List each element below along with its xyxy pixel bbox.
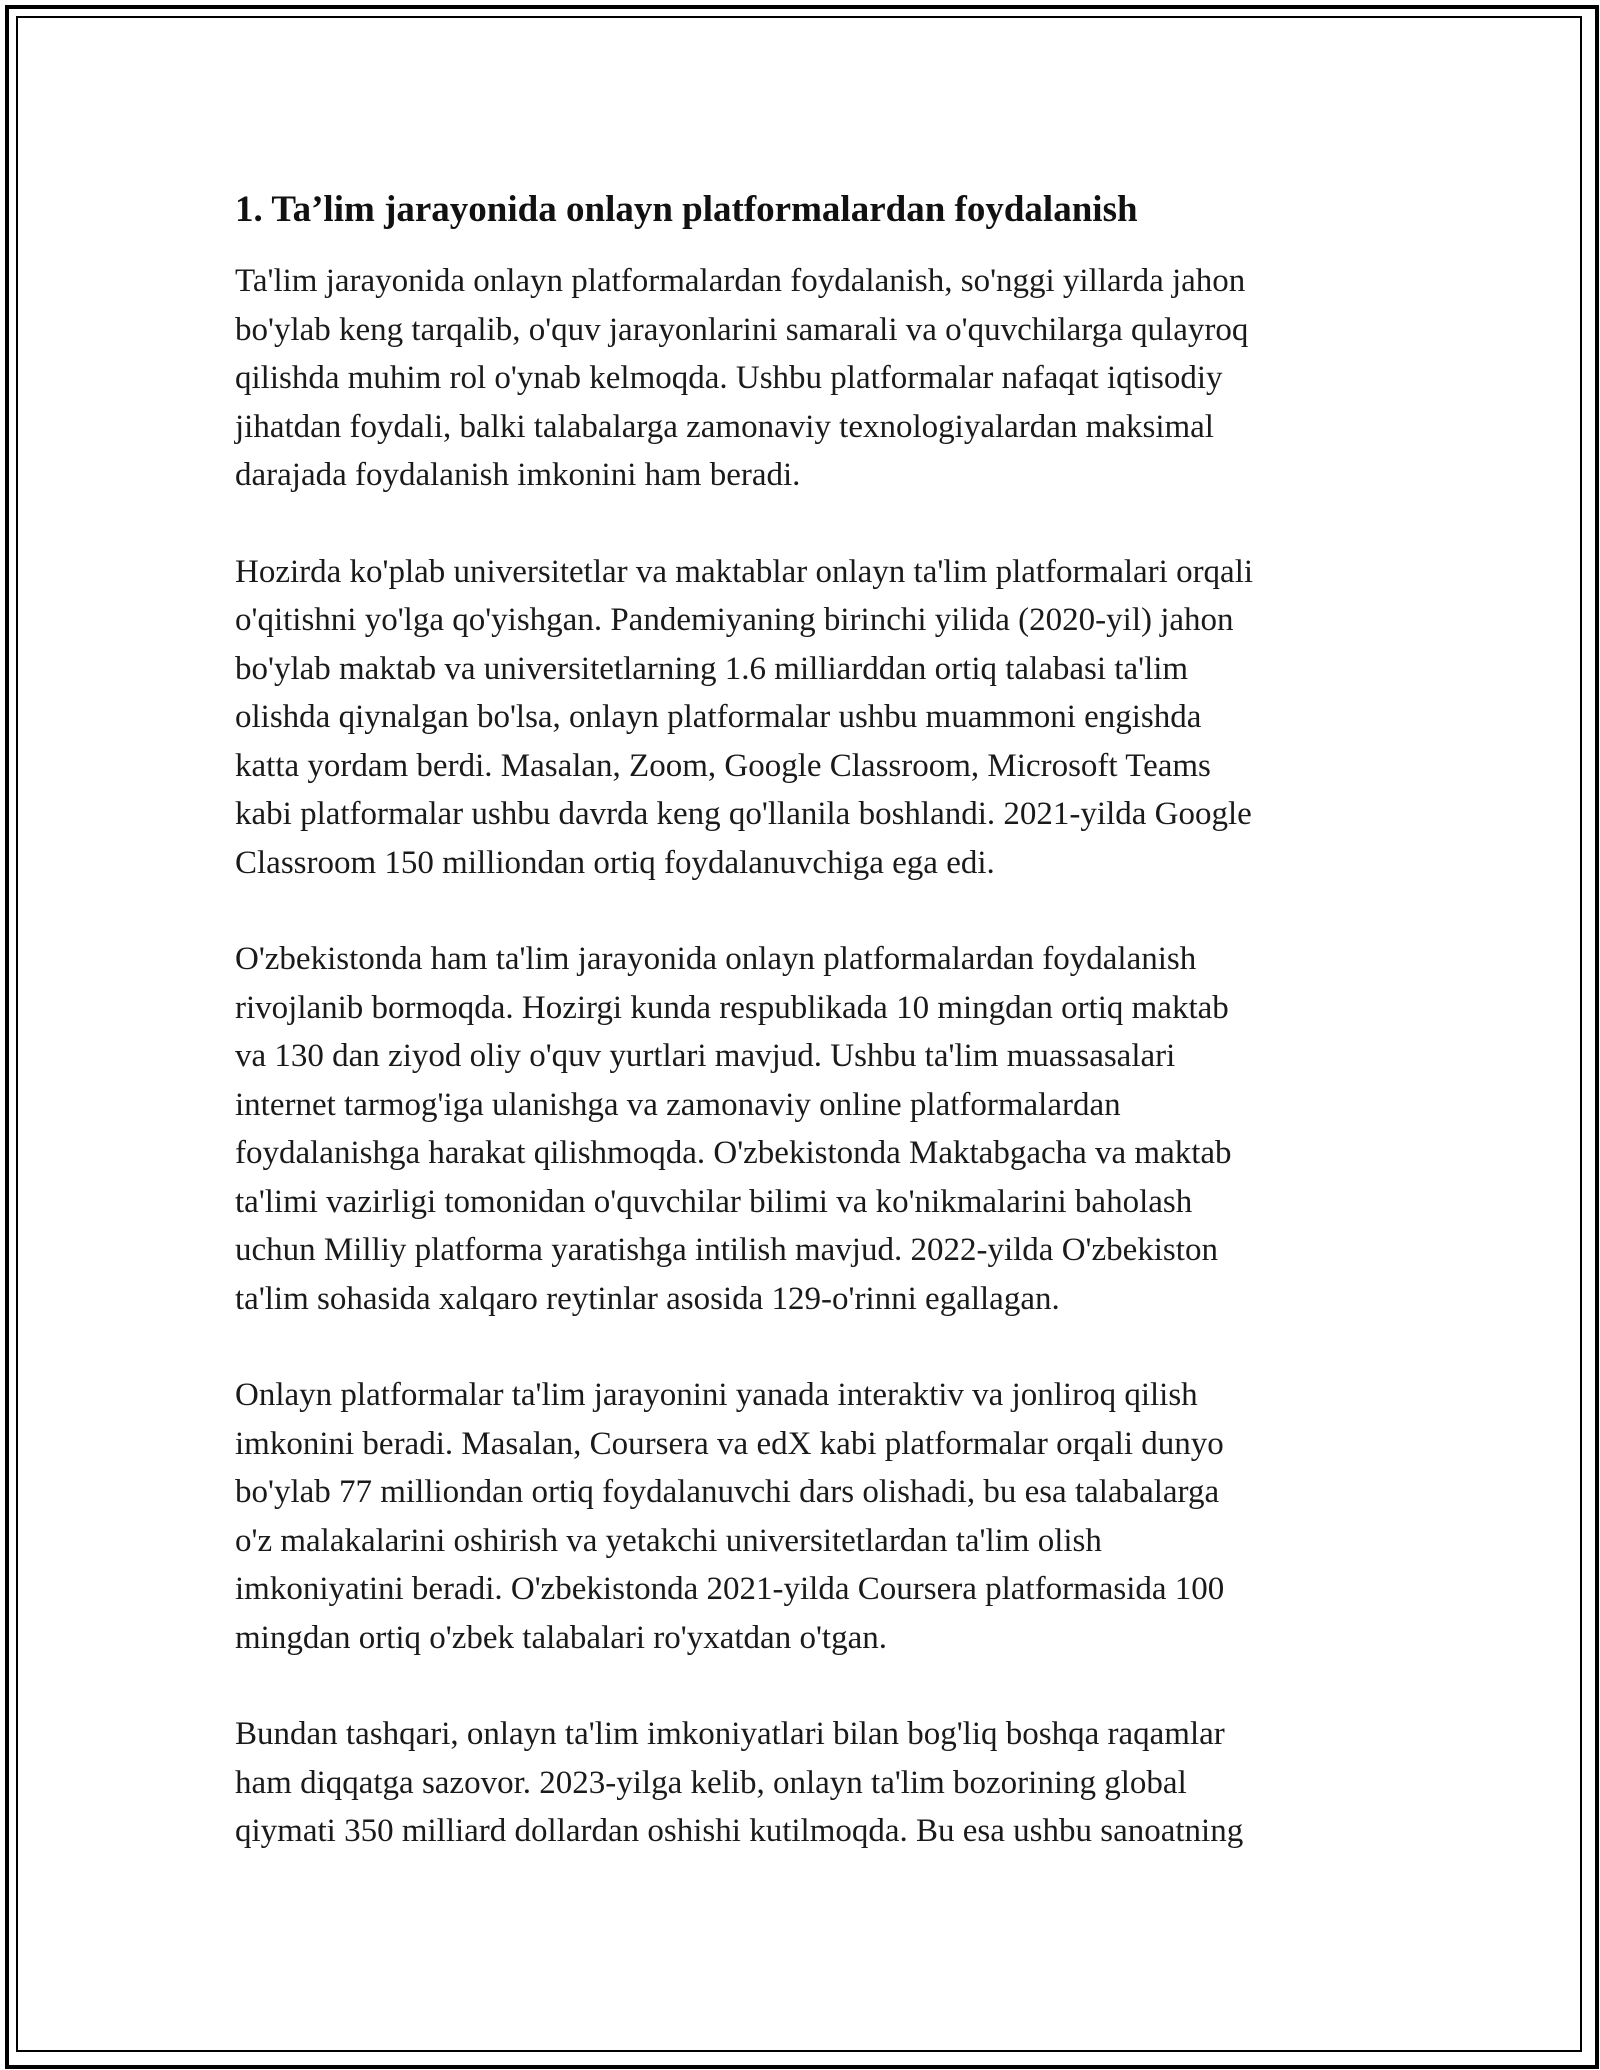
paragraph-global-usage: Hozirda ko'plab universitetlar va maktablar onlayn ta'lim platformalari orqali o'qitishni yo'lga qo'yishgan. Pandemiyaning birinchi yilida (2020-yil) jahon bo'ylab maktab va universitetlarning 1.6 milliarddan ortiq talabasi ta'lim olishda qiynalgan bo'lsa, onlayn platformalar ushbu muammoni engishda katta yordam berdi. Masalan, Zoom, Google Classroom, Microsoft Teams kabi platformalar ushbu davrda keng qo'llanila boshlandi. 2021-yilda Google Classroom 150 milliondan ortiq foydalanuvchiga ega edi. <box>235 553 1254 881</box>
paragraph-uzbekistan: O'zbekistonda ham ta'lim jarayonida onlayn platformalardan foydalanish rivojlanib bormoqda. Hozirgi kunda respublikada 10 mingdan ortiq maktab va 130 dan ziyod oliy o'quv yurtlari mavjud. Ushbu ta'lim muassasalari internet tarmog'iga ulanishga va zamonaviy online platformalardan foydalanishga harakat qilishmoqda. O'zbekistonda Maktabgacha va maktab ta'limi vazirligi tomonidan o'quvchilar bilimi va ko'nikmalarini baholash uchun Milliy platforma yaratishga intilish mavjud. 2022-yilda O'zbekiston ta'lim sohasida xalqaro reytinlar asosida 129-o'rinni egallagan. <box>235 941 1232 1317</box>
paragraph-intro: Ta'lim jarayonida onlayn platformalardan foydalanish, so'nggi yillarda jahon bo'ylab keng tarqalib, o'quv jarayonlarini samarali va o'quvchilarga qulayroq qilishda muhim rol o'ynab kelmoqda. Ushbu platformalar nafaqat iqtisodiy jihatdan foydali, balki talabalarga zamonaviy texnologiyalardan maksimal darajada foydalanish imkonini ham beradi. <box>235 263 1249 493</box>
section-heading: 1. Ta’lim jarayonida onlayn platformalardan foydalanish <box>235 189 1138 230</box>
paragraph-interactive: Onlayn platformalar ta'lim jarayonini yanada interaktiv va jonliroq qilish imkonini beradi. Masalan, Coursera va edX kabi platformalar orqali dunyo bo'ylab 77 milliondan ortiq foydalanuvchi dars olishadi, bu esa talabalarga o'z malakalarini oshirish va yetakchi universitetlardan ta'lim olish imkoniyatini beradi. O'zbekistonda 2021-yilda Coursera platformasida 100 mingdan ortiq o'zbek talabalari ro'yxatdan o'tgan. <box>235 1377 1225 1656</box>
document-body <box>235 185 1375 1904</box>
paragraph-market: Bundan tashqari, onlayn ta'lim imkoniyatlari bilan bog'liq boshqa raqamlar ham diqqatga sazovor. 2023-yilga kelib, onlayn ta'lim bozorining global qiymati 350 milliard dollardan oshishi kutilmoqda. Bu esa ushbu sanoatning <box>235 1716 1244 1849</box>
